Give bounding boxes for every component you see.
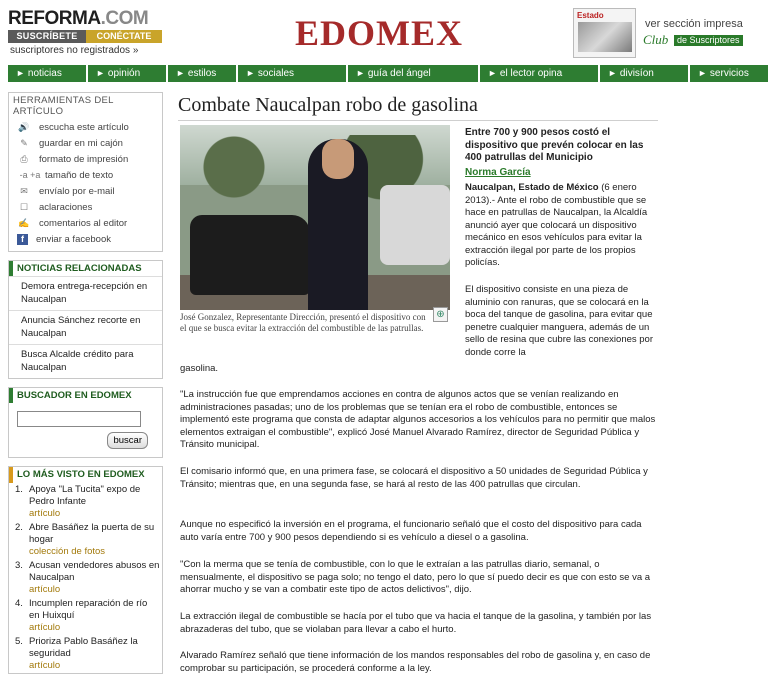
- arrow-right-icon: ►: [488, 68, 497, 78]
- section-title: EDOMEX: [295, 13, 463, 53]
- article: [178, 92, 658, 674]
- article-headline: Combate Naucalpan robo de gasolina: [178, 92, 658, 121]
- article-paragraph: "Con la merma que se tenía de combustible, con lo que le extraían a las patrullas diario, semanal, o mensualmente, el dispositivo se paga solo; no tengo el dato, pero lo que sí puedo decir es que con esto se va a ahorrar mucho y se van a combatir este tipo de actos delictivos", dijo.: [180, 559, 651, 595]
- section-search-input[interactable]: [17, 411, 141, 427]
- comment-icon: ✍: [18, 217, 30, 228]
- article-photo[interactable]: [180, 125, 450, 310]
- section-search-box: [8, 387, 163, 458]
- rank-number: 5.: [15, 636, 23, 647]
- nav-item-division[interactable]: ► divisíon: [600, 65, 690, 82]
- most-viewed-box: [8, 466, 163, 674]
- arrow-right-icon: ►: [356, 68, 365, 78]
- article-paragraph: El dispositivo consiste en una pieza de aluminio con ranuras, que se colocará en la boca del tanque de gasolina, para evitar que penetre cualquier manguera, además de un sello de resina que cubre las conexiones por donde corre la: [465, 284, 654, 358]
- email-icon: ✉: [20, 185, 28, 196]
- nav-item-sociales[interactable]: ► sociales: [238, 65, 348, 82]
- tool-comments[interactable]: ✍ comentarios al editor: [18, 217, 128, 229]
- save-icon: ✎: [20, 137, 28, 148]
- main-nav: [8, 65, 768, 82]
- related-news-item[interactable]: Demora entrega-recepción en Naucalpan: [9, 276, 162, 310]
- site-header: [0, 0, 782, 64]
- item-section: colección de fotos: [29, 546, 106, 557]
- facebook-icon: f: [17, 234, 28, 245]
- printed-cover-image: [578, 22, 632, 52]
- related-news-item[interactable]: Anuncia Sánchez recorte en Naucalpan: [9, 310, 162, 344]
- article-tools-box: [8, 92, 163, 252]
- nav-item-estilos[interactable]: ► estilos: [168, 65, 238, 82]
- printed-mast: Estado: [577, 11, 604, 20]
- arrow-right-icon: ►: [16, 68, 25, 78]
- item-section: artículo: [29, 660, 61, 671]
- subscribe-button[interactable]: SUSCRÍBETE: [8, 30, 86, 43]
- article-paragraph: "La instrucción fue que emprendamos acciones en contra de algunos actos que se venían realizando en administraciones pasadas; uno de los problemas que se tenían era el robo de combustible, entonces se implementó este programa que consta de adaptar algunos accesorios a los vehículos para no permitir que malos elementos extraigan el combustible", explicó José Manuel Alvarado Ramírez, director de Seguridad Pública y Tránsito municipal.: [180, 389, 656, 450]
- nav-item-servicios[interactable]: ► servicios: [698, 68, 749, 79]
- article-paragraph: El comisario informó que, en una primera fase, se colocará el dispositivo a 50 unidades de Seguridad Pública y Tránsito; mientras que, en una segunda fase, se hará al resto de las 400 patrullas que circulan.: [180, 466, 648, 490]
- search-button[interactable]: buscar: [107, 432, 148, 449]
- arrow-right-icon: ►: [608, 68, 617, 78]
- tool-print[interactable]: ⎙ formato de impresión: [9, 151, 162, 167]
- tool-text-size[interactable]: -a +a tamaño de texto: [9, 167, 162, 183]
- speaker-icon: 🔊: [18, 121, 30, 132]
- article-paragraph: La extracción ilegal de combustible se hacía por el tubo que va hacia el tanque de la gasolina, y también por las abrazaderas del tubo, que se violaban para llevar a cabo el hurto.: [180, 611, 652, 635]
- related-news-item[interactable]: Busca Alcalde crédito para Naucalpan: [9, 344, 162, 378]
- photo-patrol-truck: [380, 185, 450, 265]
- most-viewed-item[interactable]: 1. Apoya "La Tucita" expo de Pedro Infante artículo: [9, 483, 162, 521]
- connect-button[interactable]: CONÉCTATE: [86, 30, 162, 43]
- dateline: Naucalpan, Estado de México: [465, 182, 599, 193]
- tool-listen[interactable]: 🔊 escucha este artículo: [18, 121, 129, 133]
- arrow-right-icon: ►: [246, 68, 255, 78]
- arrow-right-icon: ►: [698, 68, 707, 78]
- most-viewed-item[interactable]: 5. Prioriza Pablo Basáñez la seguridad artículo: [9, 635, 162, 673]
- most-viewed-item[interactable]: 2. Abre Basáñez la puerta de su hogar colección de fotos: [9, 521, 162, 559]
- related-news-title: NOTICIAS RELACIONADAS: [9, 261, 162, 276]
- item-section: artículo: [29, 584, 61, 595]
- article-lead: Naucalpan, Estado de México (6 enero 2013).- Ante el robo de combustible que se hace en patrullas de Naucalpan, la Alcaldía anunció ayer que colocará un dispositivo mecánico en esos vehículos para evitar la extracción ilegal por parte de los propios policías.: [465, 182, 648, 268]
- photo-caption: José Gonzalez, Representante Dirección, presentó el dispositivo con el que se busca evitar la extracción del combustible de las patrullas.: [180, 312, 426, 333]
- article-dek: Entre 700 y 900 pesos costó el dispositivo que prevén colocar en las 400 patrullas del Municipio: [465, 127, 644, 163]
- rank-number: 1.: [15, 484, 23, 495]
- photo-face: [322, 139, 354, 179]
- nav-item-noticias[interactable]: ► noticias: [8, 65, 88, 82]
- nav-item-opinion[interactable]: ► opinión: [88, 65, 168, 82]
- tool-email[interactable]: ✉ envíalo por e-mail: [9, 183, 162, 199]
- clarifications-icon: ☐: [19, 201, 29, 212]
- article-tools-title: HERRAMIENTAS DEL ARTÍCULO: [9, 93, 162, 119]
- rank-number: 4.: [15, 598, 23, 609]
- article-paragraph: Aunque no especificó la inversión en el programa, el funcionario señaló que el costo del dispositivo para cada auto varía entre 700 y 900 pesos dependiendo si es vehículo a diesel o a gasolina.: [180, 519, 642, 543]
- item-section: artículo: [29, 508, 61, 519]
- left-sidebar: [8, 92, 163, 678]
- nav-item-el-lector-opina[interactable]: ► el lector opina: [480, 65, 600, 82]
- photo-patrol-truck: [190, 215, 310, 295]
- club-logo[interactable]: Club: [643, 32, 669, 47]
- text-size-icon: -a +a: [19, 169, 41, 180]
- site-logo[interactable]: REFORMA.COM: [8, 8, 149, 29]
- article-paragraph-end: gasolina.: [180, 363, 219, 374]
- printed-edition-thumbnail[interactable]: [573, 8, 636, 58]
- tool-save[interactable]: ✎ guardar en mi cajón: [9, 135, 162, 151]
- nav-item-guia-del-angel[interactable]: ► guía del ángel: [348, 65, 480, 82]
- zoom-icon[interactable]: ⊕: [433, 307, 448, 322]
- tool-facebook[interactable]: f enviar a facebook: [9, 231, 162, 247]
- article-paragraph: Alvarado Ramírez señaló que tiene información de los mandos responsables del robo de gasolina y, en caso de comprobar su participación, se procederá conforme a la ley.: [180, 650, 651, 674]
- related-news-box: [8, 260, 163, 379]
- tool-clarifications[interactable]: ☐ aclaraciones: [9, 199, 162, 215]
- rank-number: 3.: [15, 560, 23, 571]
- arrow-right-icon: ►: [176, 68, 185, 78]
- printed-edition-link[interactable]: ver sección impresa: [645, 18, 743, 30]
- arrow-right-icon: ►: [96, 68, 105, 78]
- most-viewed-item[interactable]: 4. Incumplen reparación de río en Huixquí artículo: [9, 597, 162, 635]
- article-byline[interactable]: Norma García: [465, 167, 531, 178]
- section-search-title: BUSCADOR EN EDOMEX: [9, 388, 162, 403]
- item-section: artículo: [29, 622, 61, 633]
- print-icon: ⎙: [20, 153, 28, 164]
- rank-number: 2.: [15, 522, 23, 533]
- most-viewed-title: LO MÁS VISTO EN EDOMEX: [9, 467, 162, 483]
- subscribers-link[interactable]: suscriptores no registrados »: [10, 45, 139, 56]
- most-viewed-item[interactable]: 3. Acusan vendedores abusos en Naucalpan artículo: [15, 560, 160, 595]
- club-subscribers-label[interactable]: de Suscriptores: [674, 35, 743, 46]
